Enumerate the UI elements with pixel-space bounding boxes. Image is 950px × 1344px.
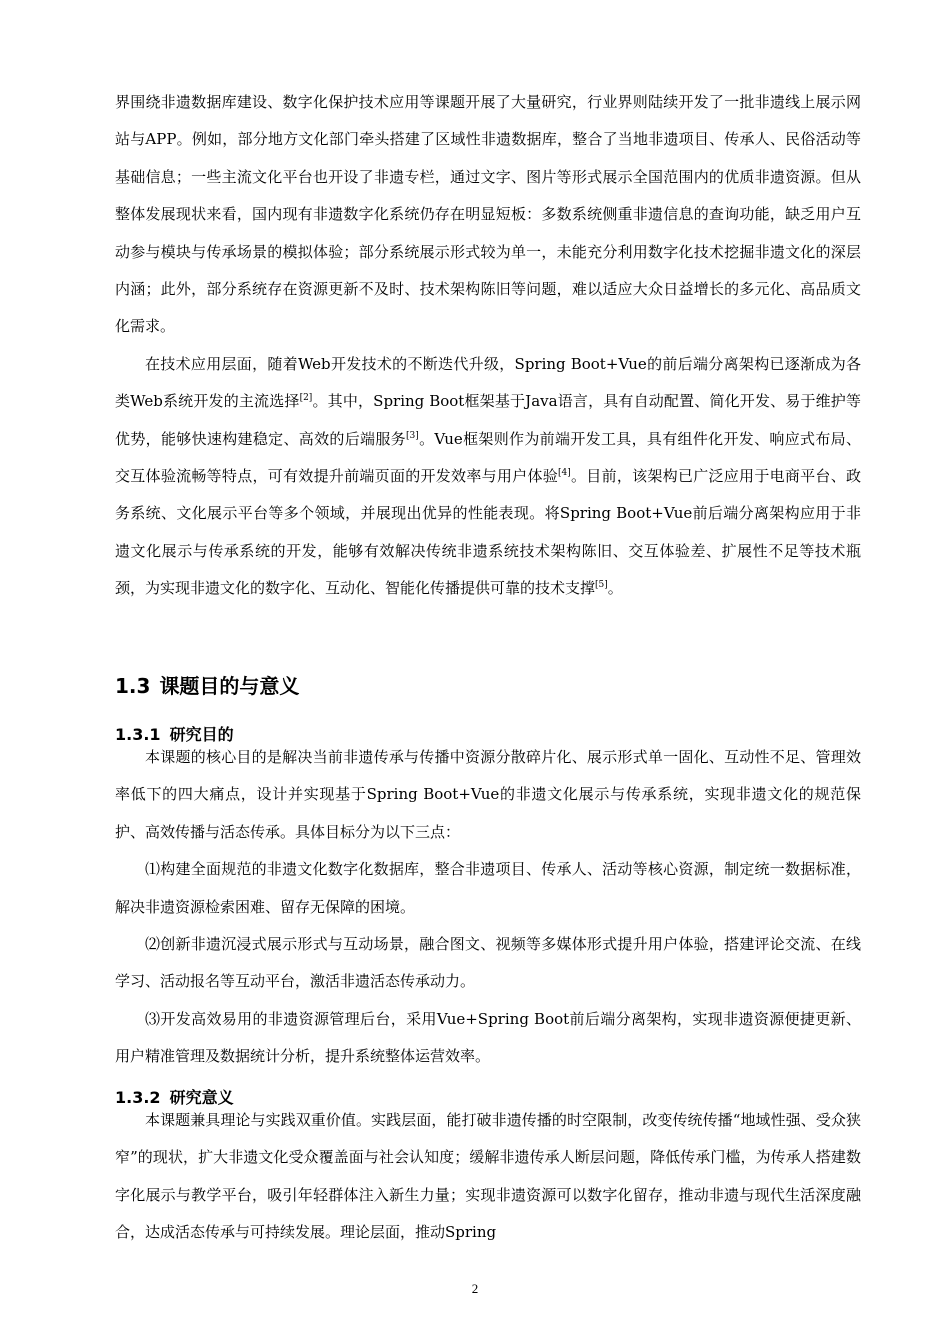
paragraph-purpose: 本课题的核心目的是解决当前非遗传承与传播中资源分散碎片化、展示形式单一固化、互动性不足、管理效率低下的四大痛点，设计并实现基于Spring Boot+Vue的非遗文化展示与传承系统，实现非遗文化的规范保护、高效传播与活态传承。具体目标分为以下三点：: [115, 748, 861, 841]
text-segment: 。Vue框架则作为前端开发工具，具有组件化开发、响应式布局、交互体验流畅等特点，可有效提升前端页面的开发效率与用户体验: [115, 429, 861, 486]
page-number: 2: [471, 1281, 479, 1296]
paragraph-technology: [115, 346, 861, 608]
text-segment: 。: [607, 579, 623, 598]
subsection-number: 1.3.1: [115, 725, 161, 744]
subsection-number: 1.3.2: [115, 1088, 161, 1107]
subsection-title: 研究目的: [169, 725, 234, 744]
section-number: 1.3: [115, 674, 151, 698]
citation-ref: [3]: [406, 430, 419, 441]
body-block-3: [115, 1102, 861, 1252]
list-item-1: ⑴构建全面规范的非遗文化数字化数据库，整合非遗项目、传承人、活动等核心资源，制定统一数据标准，解决非遗资源检索困难、留存无保障的困境。: [115, 860, 861, 916]
citation-ref: [4]: [558, 468, 571, 479]
citation-ref: [2]: [299, 393, 313, 404]
text-segment: 在技术应用层面，随着Web开发技术的不断迭代升级，Spring Boot+Vue的前后端分离架构已逐渐成为各类Web系统开发的主流选择: [115, 354, 861, 411]
citation-ref: [5]: [595, 580, 608, 591]
subsection-title: 研究意义: [169, 1088, 234, 1107]
section-title: 课题目的与意义: [159, 674, 300, 698]
text-segment: 。其中，Spring Boot框架基于Java语言，具有自动配置、简化开发、易于维护等优势，能够快速构建稳定、高效的后端服务: [115, 392, 861, 448]
body-block-2: [115, 739, 861, 1076]
paragraph-significance: 本课题兼具理论与实践双重价值。实践层面，能打破非遗传播的时空限制，改变传统传播“地域性强、受众狭窄”的现状，扩大非遗文化受众覆盖面与社会认知度；缓解非遗传承人断层问题，降低传承门槛，为传承人搭建数字化展示与教学平台，吸引年轻群体注入新生力量；实现非遗资源可以数字化留存，推动非遗与现代生活深度融合，达成活态传承与可持续发展。理论层面，推动Spring: [115, 1111, 861, 1242]
section-heading: [115, 670, 299, 699]
body-block-1: [115, 84, 861, 608]
text-segment: 。目前，该架构已广泛应用于电商平台、政务系统、文化展示平台等多个领域，并展现出优异的性能表现。将Spring Boot+Vue前后端分离架构应用于非遗文化展示与传承系统的开发，能够有效解决传统非遗系统技术架构陈旧、交互体验差、扩展性不足等技术瓶颈，为实现非遗文化的数字化、互动化、智能化传播提供可靠的技术支撑: [115, 467, 861, 598]
paragraph-database-status: 界围绕非遗数据库建设、数字化保护技术应用等课题开展了大量研究，行业界则陆续开发了一批非遗线上展示网站与APP。例如，部分地方文化部门牵头搭建了区域性非遗数据库，整合了当地非遗项目、传承人、民俗活动等基础信息；一些主流文化平台也开设了非遗专栏，通过文字、图片等形式展示全国范围内的优质非遗资源。但从整体发展现状来看，国内现有非遗数字化系统仍存在明显短板：多数系统侧重非遗信息的查询功能，缺乏用户互动参与模块与传承场景的模拟体验；部分系统展示形式较为单一，未能充分利用数字化技术挖掘非遗文化的深层内涵；此外，部分系统存在资源更新不及时、技术架构陈旧等问题，难以适应大众日益增长的多元化、高品质文化需求。: [115, 93, 861, 336]
list-item-2: ⑵创新非遗沉浸式展示形式与互动场景，融合图文、视频等多媒体形式提升用户体验，搭建评论交流、在线学习、活动报名等互动平台，激活非遗活态传承动力。: [115, 935, 861, 991]
list-item-3: ⑶开发高效易用的非遗资源管理后台，采用Vue+Spring Boot前后端分离架构，实现非遗资源便捷更新、用户精准管理及数据统计分析，提升系统整体运营效率。: [115, 1009, 861, 1066]
